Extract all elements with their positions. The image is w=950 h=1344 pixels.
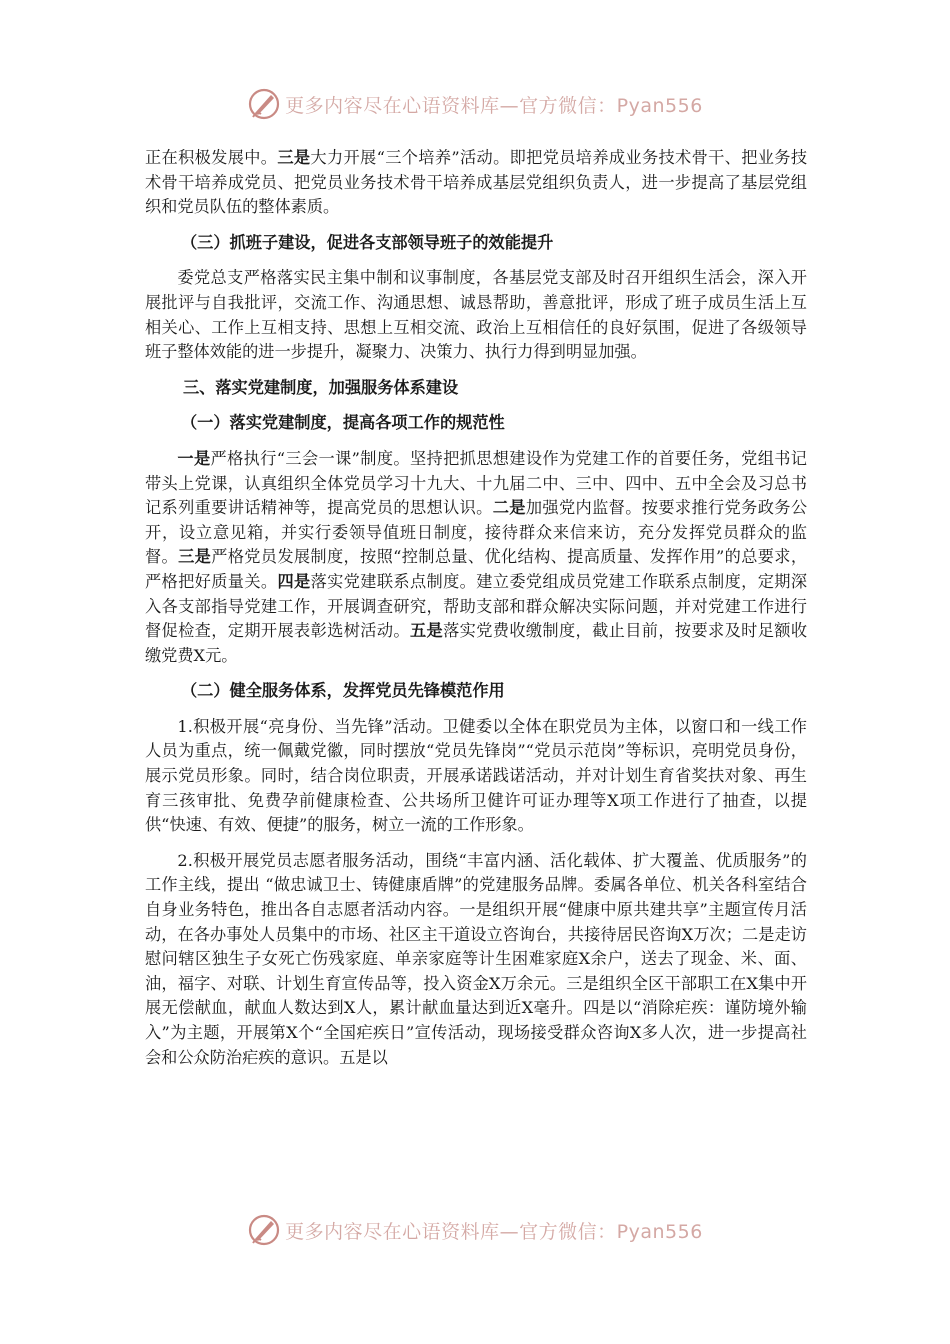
pen-circle-logo-icon	[247, 1213, 281, 1247]
paragraph-text: 正在积极发展中。	[145, 148, 278, 167]
pen-circle-logo-icon	[247, 87, 281, 121]
emphasis-text: 一是	[177, 448, 211, 468]
body-paragraph	[145, 266, 807, 364]
emphasis-text: 三是	[277, 148, 311, 167]
paragraph-text: 大力开展“三个培养”活动。即把党员培养成业务技术骨干、把业务技术骨干培养成党员、把党员业务技术骨干培养成基层党组织负责人，进一步提高了基层党组织和党员队伍的整体素质。	[145, 148, 808, 217]
emphasis-text: 五是	[409, 621, 444, 641]
body-paragraph	[145, 146, 807, 220]
body-paragraph	[145, 849, 807, 1070]
paragraph-text: 严格党员发展制度，按照“控制总量、优化结构、提高质量、发挥作用”的总要求，严格把好质量关。	[145, 547, 808, 591]
watermark-banner-bottom	[0, 1210, 950, 1250]
paragraph-text: 1.积极开展“亮身份、当先锋”活动。卫健委以全体在职党员为主体，以窗口和一线工作人员为重点，统一佩戴党徽，同时摆放“党员先锋岗”“党员示范岗”等标识，亮明党员身份，展示党员形象。同时，结合岗位职责，开展承诺践诺活动，并对计划生育省奖扶对象、再生育三孩审批、免费孕前健康检查、公共场所卫健许可证办理等X项工作进行了抽查，以提供“快速、有效、便捷”的服务，树立一流的工作形象。	[145, 716, 807, 835]
emphasis-text: 四是	[277, 571, 311, 591]
paragraph-text: 落实党费收缴制度，截止目前，按要求及时足额收缴党费X元。	[145, 621, 808, 665]
emphasis-text: 三是	[178, 547, 212, 567]
emphasis-text: 二是	[492, 498, 526, 518]
body-paragraph	[145, 715, 807, 838]
subsection-heading: （二）健全服务体系，发挥党员先锋模范作用	[181, 681, 505, 701]
paragraph-text: 落实党建联系点制度。建立委党组成员党建工作联系点制度，定期深入各支部指导党建工作，开展调查研究，帮助支部和群众解决实际问题，并对党建工作进行督促检查，定期开展表彰选树活动。	[145, 571, 808, 641]
watermark-text: 更多内容尽在心语资料库—官方微信：Pyan556	[285, 94, 703, 117]
subsection-heading: （一）落实党建制度，提高各项工作的规范性	[181, 413, 505, 433]
paragraph-text: 2.积极开展党员志愿者服务活动，围绕“丰富内涵、活化载体、扩大覆盖、优质服务”的工作主线，提出 “做忠诚卫士、铸健康盾牌”的党建服务品牌。委属各单位、机关各科室结合自身业务特色，推出各自志愿者活动内容。一是组织开展“健康中原共建共享”主题宣传月活动，在各办事处人员集中的市场、社区主干道设立咨询台，共接待居民咨询X万次；二是走访慰问辖区独生子女死亡伤残家庭、单亲家庭等计生困难家庭X余户，送去了现金、米、面、油，福字、对联、计划生育宣传品等，投入资金X万余元。三是组织全区干部职工在X集中开展无偿献血，献血人数达到X人，累计献血量达到近X毫升。四是以“消除疟疾：谨防境外输入”为主题，开展第X个“全国疟疾日”宣传活动，现场接受群众咨询X多人次，进一步提高社会和公众防治疟疾的意识。五是以	[145, 850, 807, 1067]
paragraph-text: 委党总支严格落实民主集中制和议事制度，各基层党支部及时召开组织生活会，深入开展批评与自我批评，交流工作、沟通思想、诚恳帮助，善意批评，形成了班子成员生活上互相关心、工作上互相支持、思想上互相交流、政治上互相信任的良好氛围，促进了各级领导班子整体效能的进一步提升，凝聚力、决策力、执行力得到明显加强。	[145, 268, 807, 362]
watermark-banner-top	[0, 84, 950, 124]
section-heading: 三、落实党建制度，加强服务体系建设	[183, 377, 459, 397]
body-paragraph	[145, 447, 807, 668]
document-body	[145, 146, 807, 1081]
paragraph-text: 严格执行“三会一课”制度。坚持把抓思想建设作为党建工作的首要任务，党组书记带头上党课，认真组织全体党员学习十九大、十九届二中、三中、四中、五中全会及习总书记系列重要讲话精神等，提高党员的思想认识。	[145, 448, 807, 518]
paragraph-text: 加强党内监督。按要求推行党务政务公开，设立意见箱，并实行委领导值班日制度，接待群众来信来访，充分发挥党员群众的监督。	[145, 498, 808, 567]
subsection-heading: （三）抓班子建设，促进各支部领导班子的效能提升	[181, 232, 554, 252]
watermark-text: 更多内容尽在心语资料库—官方微信：Pyan556	[285, 1220, 703, 1243]
